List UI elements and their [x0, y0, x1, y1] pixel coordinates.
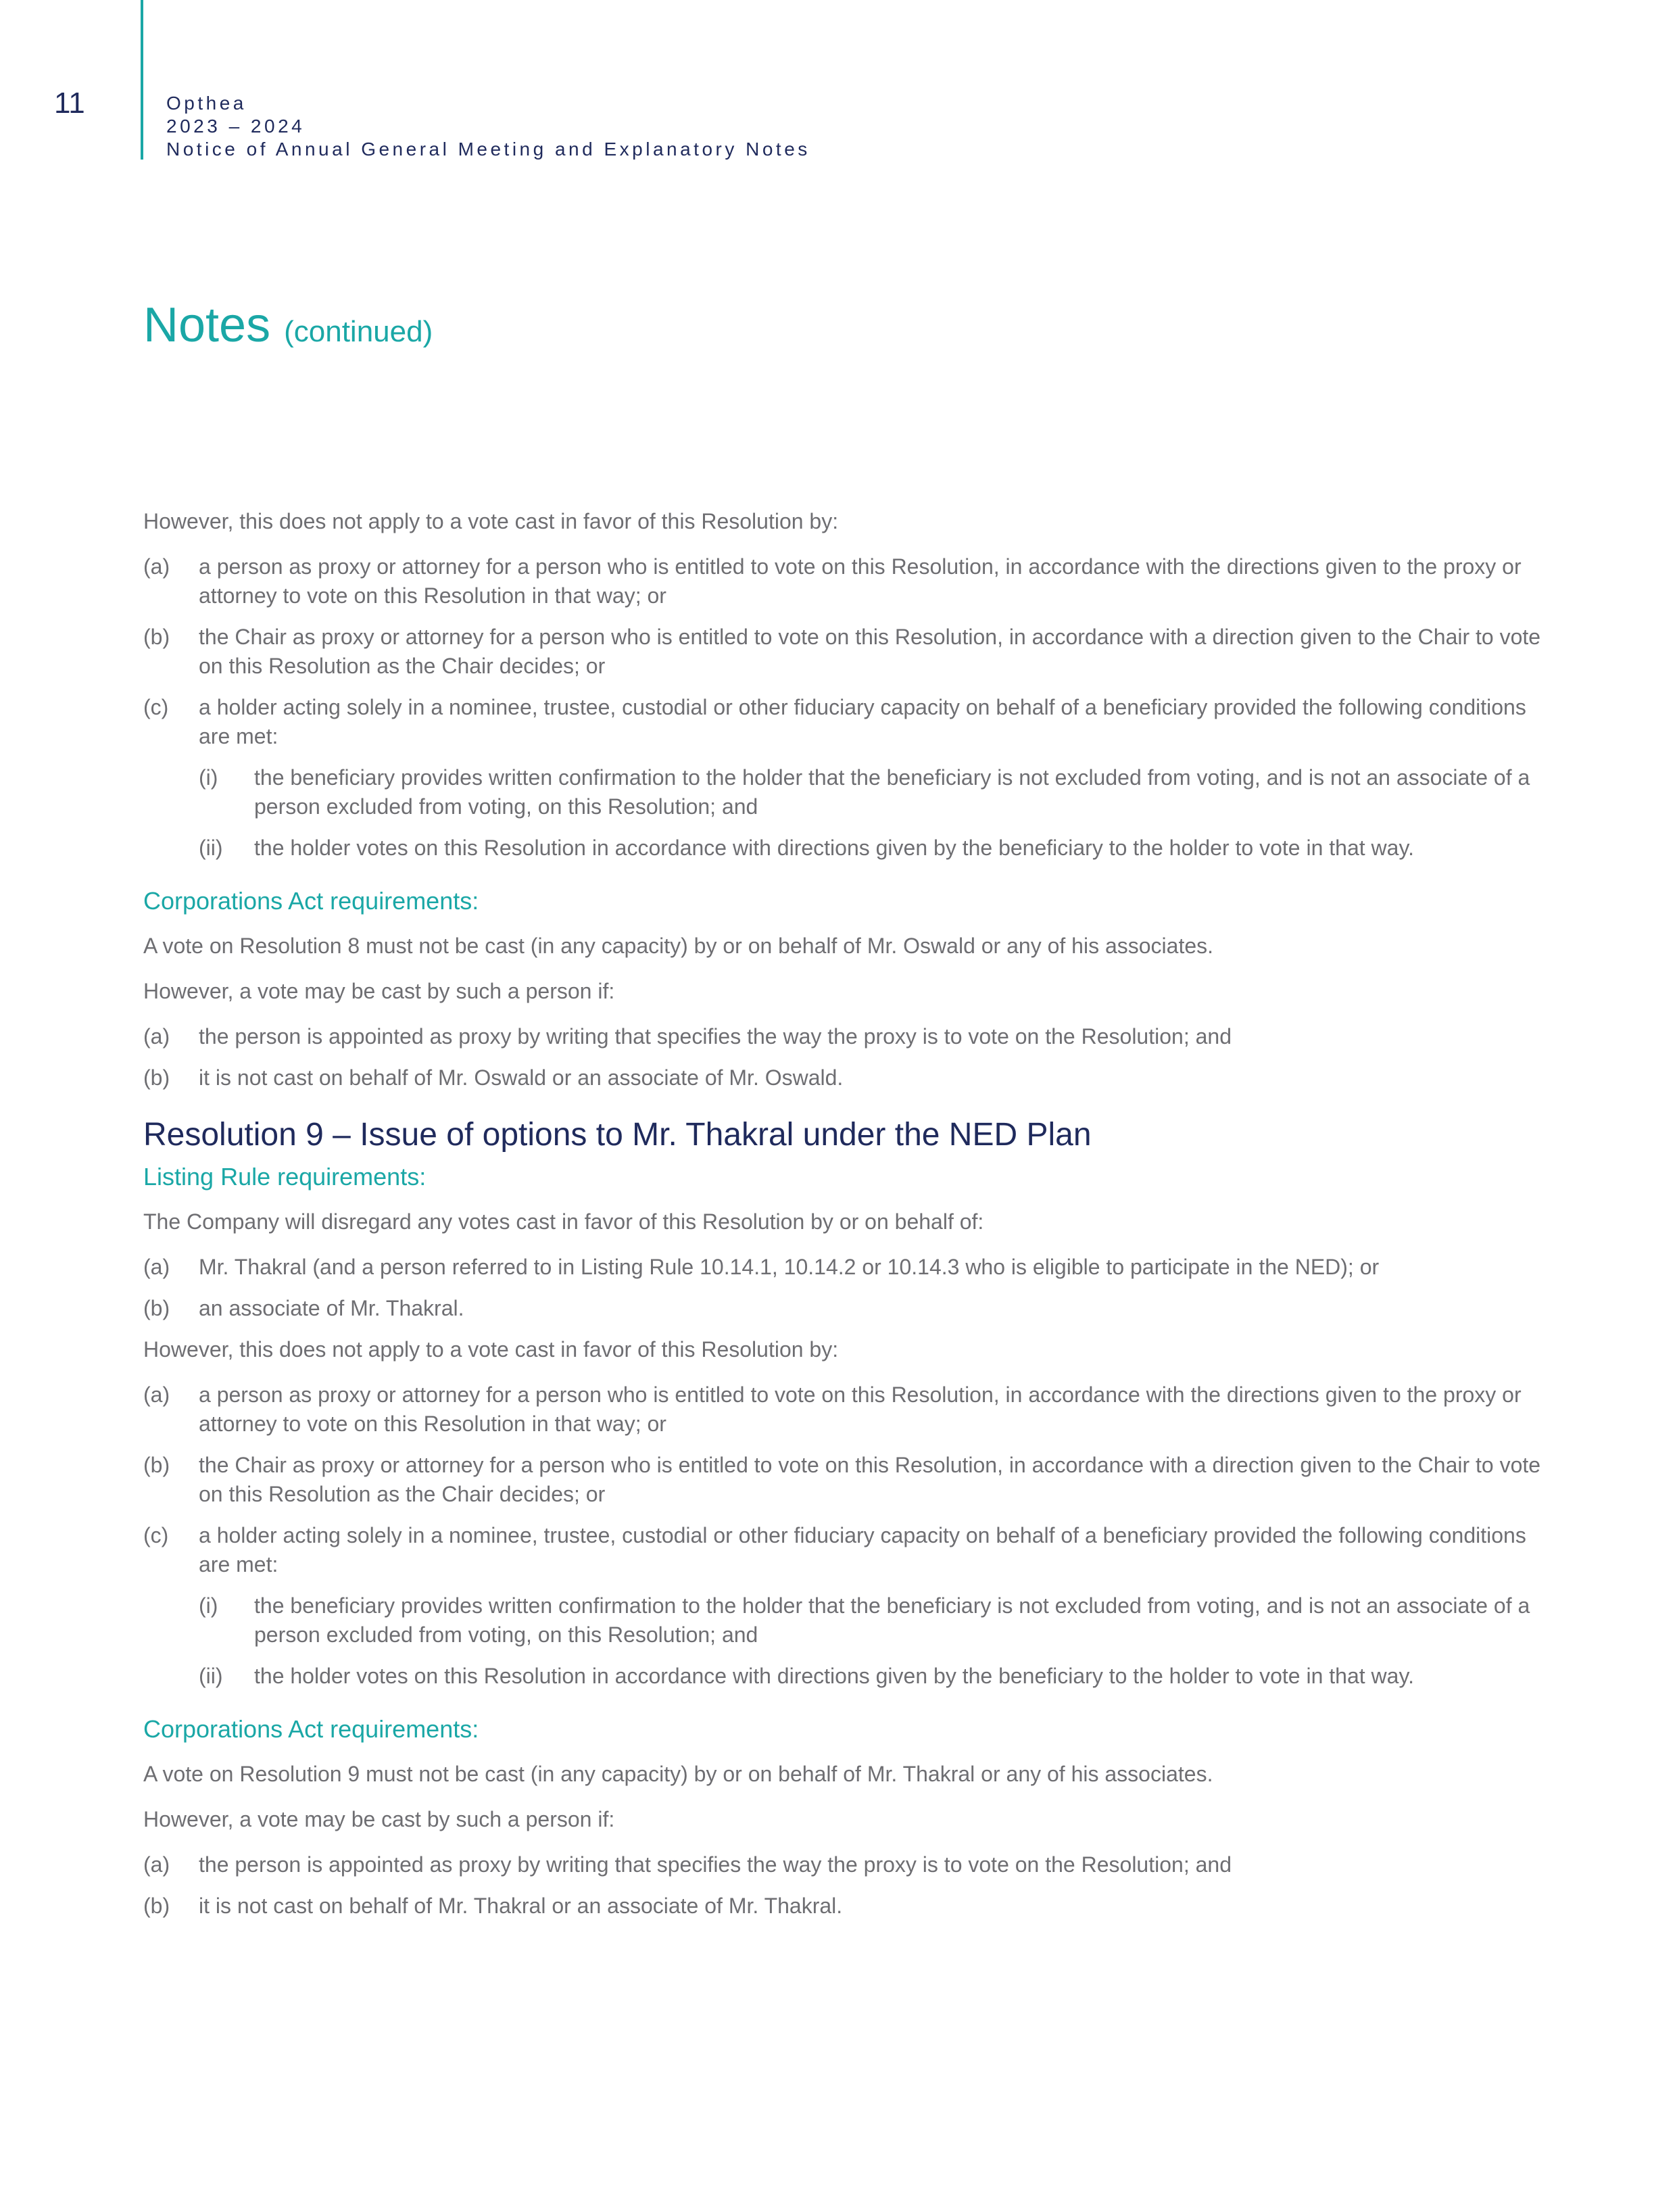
list-text: it is not cast on behalf of Mr. Thakral or an associate of Mr. Thakral. [199, 1894, 843, 1918]
list-item [143, 1022, 1542, 1051]
page-title [143, 297, 433, 353]
list-text: an associate of Mr. Thakral. [199, 1296, 464, 1320]
header-document-title: Notice of Annual General Meeting and Explanatory Notes [166, 139, 810, 160]
list-text: the holder votes on this Resolution in accordance with directions given by the beneficiary to the holder to vote in that way. [254, 1664, 1414, 1688]
list-item [143, 1892, 1542, 1921]
list-marker: (c) [143, 1523, 169, 1547]
list-item [143, 552, 1542, 610]
list-marker: (ii) [199, 836, 223, 860]
list-item [143, 693, 1542, 751]
list-marker: (a) [143, 554, 170, 579]
list-item [143, 623, 1542, 681]
page-title-main: Notes [143, 298, 271, 352]
list-text: it is not cast on behalf of Mr. Oswald or an associate of Mr. Oswald. [199, 1065, 844, 1090]
sub-list-item [199, 1591, 1542, 1650]
list-item [143, 1850, 1542, 1879]
list-marker: (i) [199, 765, 218, 790]
list-text: the beneficiary provides written confirmation to the holder that the beneficiary is not excluded from voting, and is not an associate of a person excluded from voting, on this Resolution; and [254, 1593, 1530, 1647]
list-marker: (a) [143, 1852, 170, 1877]
sub-list-item [199, 834, 1542, 863]
list-marker: (b) [143, 1296, 170, 1320]
list-item [143, 1521, 1542, 1579]
list-text: the beneficiary provides written confirmation to the holder that the beneficiary is not excluded from voting, and is not an associate of a person excluded from voting, on this Resolution; and [254, 765, 1530, 819]
list-item [143, 1253, 1542, 1282]
header-years: 2023 – 2024 [166, 116, 306, 137]
list-text: Mr. Thakral (and a person referred to in Listing Rule 10.14.1, 10.14.2 or 10.14.3 who is eligible to participate in the NED); or [199, 1255, 1380, 1279]
list-text: a person as proxy or attorney for a person who is entitled to vote on this Resolution, in accordance with the directions given to the proxy or attorney to vote on this Resolution in that way; or [199, 1382, 1522, 1436]
list-text: the Chair as proxy or attorney for a person who is entitled to vote on this Resolution, in accordance with a direction given to the Chair to vote on this Resolution as the Chair decides; or [199, 625, 1541, 678]
subheading: Listing Rule requirements: [143, 1163, 427, 1191]
list-marker: (b) [143, 1453, 170, 1477]
list-item [143, 1380, 1542, 1439]
list-text: the holder votes on this Resolution in accordance with directions given by the beneficiary to the holder to vote in that way. [254, 836, 1414, 860]
subheading: Corporations Act requirements: [143, 887, 479, 915]
list-marker: (a) [143, 1382, 170, 1407]
list-text: a person as proxy or attorney for a person who is entitled to vote on this Resolution, in accordance with the directions given to the proxy or attorney to vote on this Resolution in that way; or [199, 554, 1522, 608]
list-item [143, 1063, 1542, 1092]
paragraph: However, a vote may be cast by such a person if: [143, 1807, 615, 1831]
paragraph: A vote on Resolution 9 must not be cast (in any capacity) by or on behalf of Mr. Thakral or any of his associates. [143, 1762, 1213, 1786]
list-marker: (b) [143, 1894, 170, 1918]
header-divider [141, 0, 143, 160]
paragraph: However, this does not apply to a vote cast in favor of this Resolution by: [143, 509, 839, 533]
sub-list-item [199, 763, 1542, 821]
list-text: the Chair as proxy or attorney for a person who is entitled to vote on this Resolution, in accordance with a direction given to the Chair to vote on this Resolution as the Chair decides; or [199, 1453, 1541, 1506]
sub-list-item [199, 1662, 1542, 1691]
list-marker: (a) [143, 1255, 170, 1279]
list-marker: (a) [143, 1024, 170, 1049]
list-marker: (ii) [199, 1664, 223, 1688]
page-title-suffix: (continued) [284, 315, 433, 348]
page-number: 11 [54, 87, 85, 120]
main-content [143, 507, 1542, 1933]
list-item [143, 1294, 1542, 1323]
list-item [143, 1451, 1542, 1509]
paragraph: However, this does not apply to a vote cast in favor of this Resolution by: [143, 1337, 839, 1362]
list-text: the person is appointed as proxy by writing that specifies the way the proxy is to vote on the Resolution; and [199, 1024, 1232, 1049]
list-text: a holder acting solely in a nominee, trustee, custodial or other fiduciary capacity on behalf of a beneficiary provided the following conditions are met: [199, 1523, 1526, 1577]
list-marker: (c) [143, 695, 169, 719]
list-marker: (b) [143, 1065, 170, 1090]
list-marker: (i) [199, 1593, 218, 1618]
list-marker: (b) [143, 625, 170, 649]
paragraph: The Company will disregard any votes cast in favor of this Resolution by or on behalf of: [143, 1209, 984, 1234]
paragraph: A vote on Resolution 8 must not be cast (in any capacity) by or on behalf of Mr. Oswald or any of his associates. [143, 934, 1214, 958]
section-heading: Resolution 9 – Issue of options to Mr. Thakral under the NED Plan [143, 1117, 1092, 1153]
running-header [166, 92, 810, 161]
header-company: Opthea [166, 93, 247, 114]
subheading: Corporations Act requirements: [143, 1715, 479, 1743]
paragraph: However, a vote may be cast by such a person if: [143, 979, 615, 1003]
list-text: a holder acting solely in a nominee, trustee, custodial or other fiduciary capacity on behalf of a beneficiary provided the following conditions are met: [199, 695, 1526, 748]
list-text: the person is appointed as proxy by writing that specifies the way the proxy is to vote on the Resolution; and [199, 1852, 1232, 1877]
